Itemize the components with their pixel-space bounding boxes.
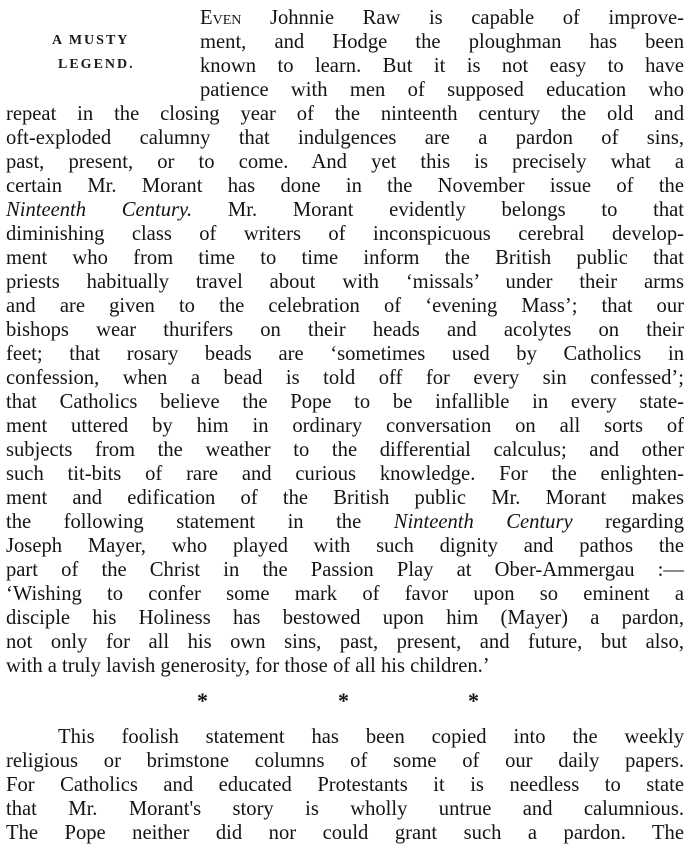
paragraph-1-line-6: oft-exploded calumny that indulgences are a pardon of sins,	[6, 127, 684, 149]
paragraph-1-line-17: that Catholics believe the Pope to be infallible in every state-	[6, 391, 684, 413]
paragraph-2-line-2: religious or brimstone columns of some of our daily papers.	[6, 750, 684, 772]
paragraph-1-line-1	[200, 6, 684, 30]
quote-line-3: not only for all his own sins, past, present, and future, but also,	[6, 631, 684, 653]
paragraph-1-line-11: ment who from time to time inform the British public that	[6, 247, 684, 269]
paragraph-1-line-16: confession, when a bead is told off for every sin confessed’;	[6, 367, 684, 389]
paragraph-1-line-21: ment and edification of the British public Mr. Morant makes	[6, 487, 684, 509]
paragraph-2-line-3: For Catholics and educated Protestants it is needless to state	[6, 774, 684, 796]
paragraph-2-line-1: This foolish statement has been copied into the weekly	[58, 726, 684, 748]
separator-asterisk-3: *	[468, 688, 479, 713]
paragraph-1-line-1-rest: Johnnie Raw is capable of improve-	[241, 7, 684, 29]
paragraph-1-line-15: feet; that rosary beads are ‘sometimes used by Catholics in	[6, 343, 684, 365]
journal-title: Ninteenth Century.	[6, 199, 193, 221]
paragraph-1-line-3: known to learn. But it is not easy to have	[200, 55, 684, 77]
paragraph-1-line-24: part of the Christ in the Passion Play at Ober-Ammergau :—	[6, 559, 684, 581]
sidenote-line-1: A MUSTY	[52, 33, 130, 48]
paragraph-1-line-9	[6, 198, 684, 222]
paragraph-1-line-5: repeat in the closing year of the ninteenth century the old and	[6, 103, 684, 125]
paragraph-1-line-23: Joseph Mayer, who played with such dignity and pathos the	[6, 535, 684, 557]
paragraph-1-line-14: bishops wear thurifers on their heads and acolytes on their	[6, 319, 684, 341]
separator-asterisk-2: *	[338, 688, 349, 713]
separator-asterisk-1: *	[197, 688, 208, 713]
quote-line-2: disciple his Holiness has bestowed upon him (Mayer) a pardon,	[6, 607, 684, 629]
paragraph-1-line-19: subjects from the weather to the differential calculus; and other	[6, 439, 684, 461]
quote-line-1: ‘Wishing to confer some mark of favor upon so eminent a	[6, 583, 684, 605]
paragraph-1-line-20: such tit-bits of rare and curious knowledge. For the enlighten-	[6, 463, 684, 485]
paragraph-1-line-12: priests habitually travel about with ‘missals’ under their arms	[6, 271, 684, 293]
sidenote-line-2: LEGEND.	[58, 57, 135, 72]
paragraph-1-line-7: past, present, or to come. And yet this is precisely what a	[6, 151, 684, 173]
paragraph-1-line-18: ment uttered by him in ordinary conversation on all sorts of	[6, 415, 684, 437]
paragraph-1-line-10: diminishing class of writers of inconspicuous cerebral develop-	[6, 223, 684, 245]
paragraph-1-line-13: and are given to the celebration of ‘evening Mass’; that our	[6, 295, 684, 317]
paragraph-1-line-2: ment, and Hodge the ploughman has been	[200, 31, 684, 53]
paragraph-1-line-22-a: the following statement in the	[6, 511, 394, 533]
paragraph-1-line-8: certain Mr. Morant has done in the November issue of the	[6, 175, 684, 197]
paragraph-2-line-5: The Pope neither did nor could grant such a pardon. The	[6, 822, 684, 844]
paragraph-1-line-22-b: regarding	[572, 511, 685, 533]
journal-title-2: Ninteenth Century	[393, 511, 573, 533]
drop-word: Even	[200, 7, 242, 29]
paragraph-1-line-4: patience with men of supposed education who	[200, 79, 684, 101]
paragraph-1-line-9-rest: Mr. Morant evidently belongs to that	[192, 199, 684, 221]
paragraph-1-line-22	[6, 510, 684, 534]
quote-line-4: with a truly lavish generosity, for those of all his children.’	[6, 655, 490, 677]
paragraph-2-line-4: that Mr. Morant's story is wholly untrue and calumnious.	[6, 798, 684, 820]
